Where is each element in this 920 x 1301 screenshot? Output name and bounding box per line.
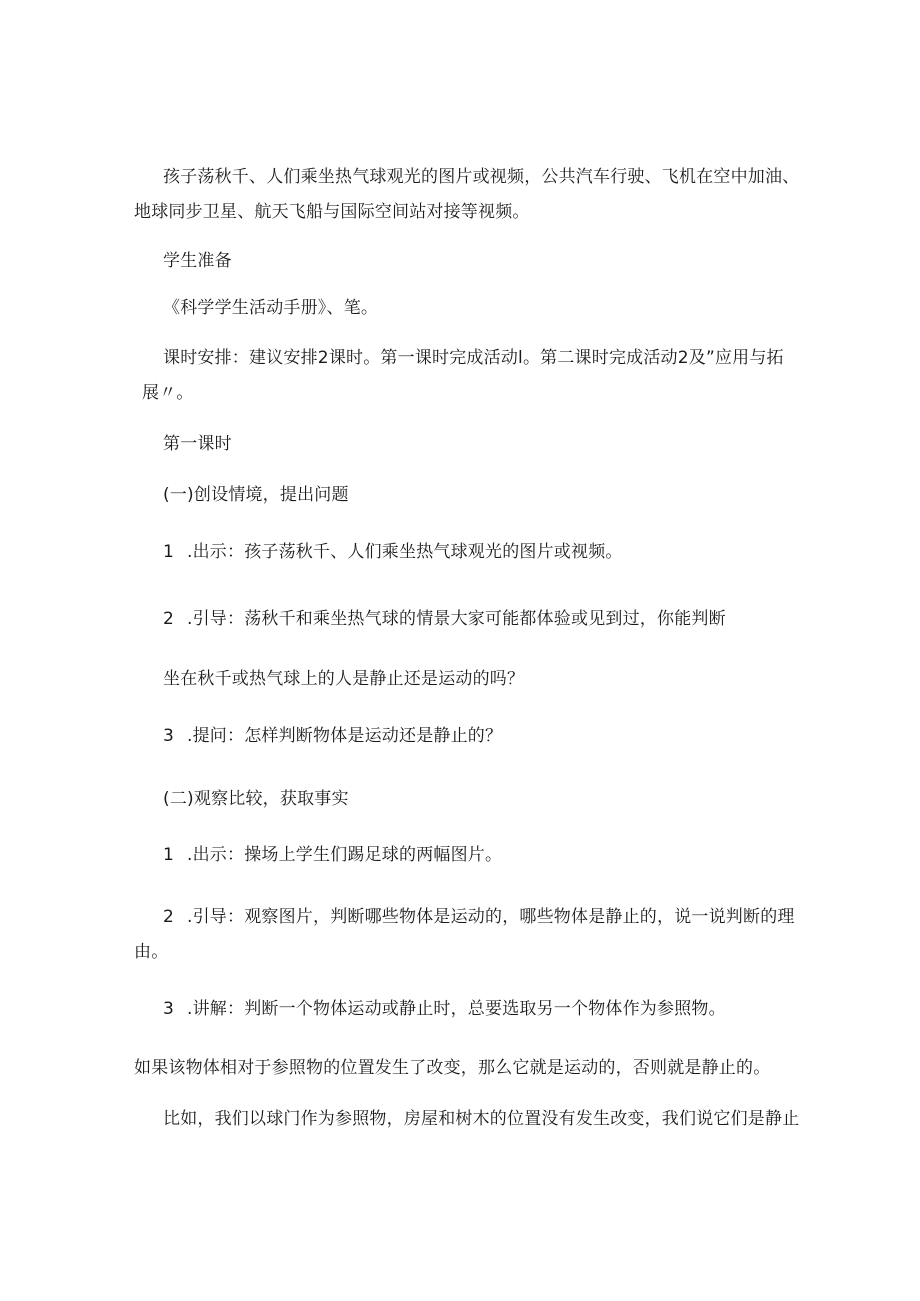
- paragraph-reference-object: 如果该物体相对于参照物的位置发生了改变，那么它就是运动的，否则就是静止的。: [134, 1058, 771, 1078]
- list-text: .讲解：判断一个物体运动或静止时，总要选取另一个物体作为参照物。: [187, 999, 726, 1019]
- list-text: .出示：操场上学生们踢足球的两幅图片。: [187, 845, 503, 865]
- paragraph-schedule-line-1: 课时安排：建议安排2课时。第一课时完成活动l。第二课时完成活动2及”应用与拓: [163, 348, 784, 368]
- list-text: .引导：荡秋千和乘坐热气球的情景大家可能都体验或见到过，你能判断: [187, 609, 726, 629]
- heading-student-prep: 学生准备: [163, 251, 232, 271]
- list-text: .引导：观察图片，判断哪些物体是运动的，哪些物体是静止的，说一说判断的理: [187, 907, 795, 927]
- list-item-1-3: [163, 725, 502, 747]
- section-heading-2: (二)观察比较，获取事实: [163, 789, 349, 809]
- paragraph-example: 比如，我们以球门作为参照物，房屋和树木的位置没有发生改变，我们说它们是静止: [163, 1109, 800, 1129]
- list-item-2-2: [163, 906, 795, 928]
- list-number: 3: [163, 999, 175, 1019]
- list-item-2-1: [163, 844, 502, 866]
- list-text: .出示：孩子荡秋千、人们乘坐热气球观光的图片或视频。: [187, 542, 623, 562]
- list-item-1-2-continued: 坐在秋千或热气球上的人是静止还是运动的吗？: [163, 669, 525, 689]
- list-text: .提问：怎样判断物体是运动还是静止的？: [187, 726, 503, 746]
- list-number: 2: [163, 907, 175, 927]
- list-number: 3: [163, 726, 175, 746]
- list-number: 2: [163, 609, 175, 629]
- list-number: 1: [163, 845, 175, 865]
- list-item-1-1: [163, 541, 623, 563]
- paragraph-schedule-line-2: 展〃。: [142, 383, 194, 403]
- list-number: 1: [163, 542, 175, 562]
- list-item-2-3: [163, 998, 726, 1020]
- paragraph-materials-line-1: 孩子荡秋千、人们乘坐热气球观光的图片或视频，公共汽车行驶、飞机在空中加油、: [163, 167, 800, 187]
- paragraph-materials-line-2: 地球同步卫星、航天飞船与国际空间站对接等视频。: [134, 202, 530, 222]
- list-item-2-2-continued: 由。: [134, 942, 169, 962]
- list-item-1-2: [163, 608, 726, 630]
- section-heading-1: (一)创设情境，提出问题: [163, 485, 349, 505]
- heading-lesson-1: 第一课时: [163, 434, 232, 454]
- paragraph-student-materials: 《科学学生活动手册》、笔。: [163, 298, 379, 318]
